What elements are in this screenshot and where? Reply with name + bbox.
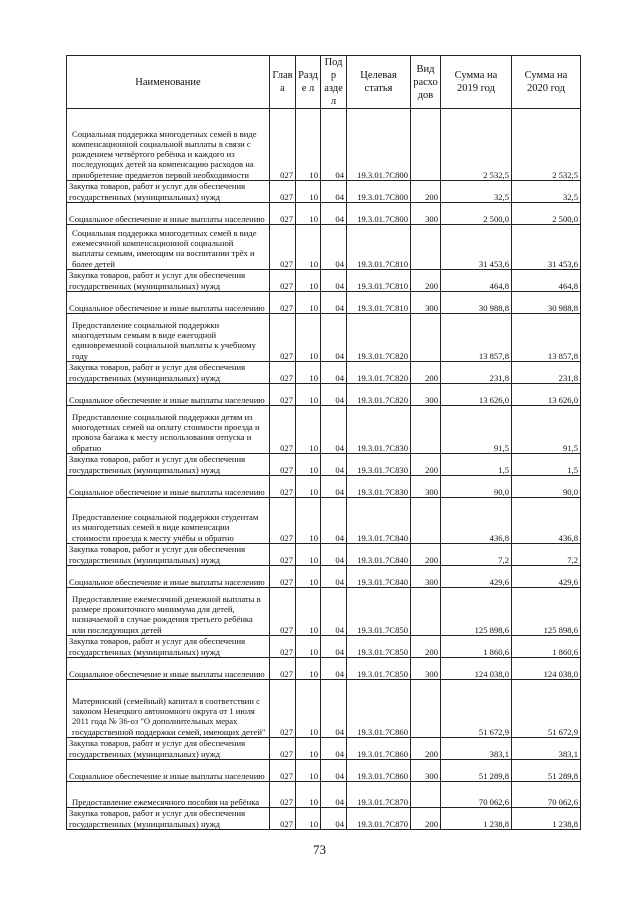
cell-target: 19.3.01.7С840 (347, 498, 411, 544)
cell-sum-2019: 90,0 (441, 476, 512, 498)
cell-sum-2020: 7,2 (512, 544, 581, 566)
table-row (67, 544, 581, 566)
table-header-row (67, 56, 581, 109)
cell-sum-2019: 13 857,8 (441, 314, 512, 362)
cell-sum-2020: 383,1 (512, 738, 581, 760)
cell-sum-2019: 436,8 (441, 498, 512, 544)
cell-sum-2020: 91,5 (512, 406, 581, 454)
cell-glava: 027 (270, 566, 296, 588)
cell-name: Закупка товаров, работ и услуг для обеспечения государственных (муниципальных) нужд (67, 808, 270, 830)
cell-razdel: 10 (296, 181, 321, 203)
cell-glava: 027 (270, 658, 296, 680)
cell-razdel: 10 (296, 782, 321, 808)
cell-vid: 200 (411, 181, 441, 203)
cell-vid: 300 (411, 476, 441, 498)
cell-vid (411, 314, 441, 362)
cell-sum-2020: 2 500,0 (512, 203, 581, 225)
cell-sum-2019: 32,5 (441, 181, 512, 203)
cell-vid: 200 (411, 362, 441, 384)
cell-podrazdel: 04 (321, 476, 347, 498)
cell-vid: 200 (411, 270, 441, 292)
cell-target: 19.3.01.7С850 (347, 636, 411, 658)
table-row (67, 225, 581, 270)
cell-sum-2019: 2 532,5 (441, 109, 512, 181)
cell-sum-2019: 31 453,6 (441, 225, 512, 270)
cell-vid: 200 (411, 808, 441, 830)
cell-sum-2020: 32,5 (512, 181, 581, 203)
cell-podrazdel: 04 (321, 760, 347, 782)
header-glava: Глав а (270, 56, 296, 109)
cell-podrazdel: 04 (321, 498, 347, 544)
table-row (67, 109, 581, 181)
cell-vid (411, 109, 441, 181)
cell-podrazdel: 04 (321, 680, 347, 738)
cell-name: Материнский (семейный) капитал в соответствии с законом Ненецкого автономного округа от 1 июля 2011 года № 36-оз "О дополнительных мерах государственной поддержки семей, имеющих детей" (67, 680, 270, 738)
cell-target: 19.3.01.7С830 (347, 476, 411, 498)
cell-target: 19.3.01.7С850 (347, 658, 411, 680)
cell-vid: 200 (411, 738, 441, 760)
cell-razdel: 10 (296, 544, 321, 566)
cell-target: 19.3.01.7С800 (347, 203, 411, 225)
cell-razdel: 10 (296, 292, 321, 314)
cell-glava: 027 (270, 225, 296, 270)
cell-podrazdel: 04 (321, 225, 347, 270)
cell-glava: 027 (270, 808, 296, 830)
cell-name: Предоставление ежемесячного пособия на ребёнка (67, 782, 270, 808)
cell-razdel: 10 (296, 566, 321, 588)
cell-vid: 300 (411, 658, 441, 680)
cell-target: 19.3.01.7С830 (347, 406, 411, 454)
cell-name: Закупка товаров, работ и услуг для обеспечения государственных (муниципальных) нужд (67, 181, 270, 203)
cell-vid (411, 782, 441, 808)
cell-sum-2020: 70 062,6 (512, 782, 581, 808)
cell-razdel: 10 (296, 225, 321, 270)
table-row (67, 203, 581, 225)
cell-podrazdel: 04 (321, 738, 347, 760)
cell-podrazdel: 04 (321, 292, 347, 314)
header-podrazdel: Подр аздел (321, 56, 347, 109)
cell-target: 19.3.01.7С810 (347, 292, 411, 314)
cell-sum-2019: 51 289,8 (441, 760, 512, 782)
header-target: Целевая статья (347, 56, 411, 109)
cell-razdel: 10 (296, 109, 321, 181)
cell-target: 19.3.01.7С810 (347, 225, 411, 270)
cell-sum-2019: 2 500,0 (441, 203, 512, 225)
cell-glava: 027 (270, 588, 296, 636)
cell-vid: 300 (411, 384, 441, 406)
cell-vid (411, 406, 441, 454)
cell-target: 19.3.01.7С840 (347, 544, 411, 566)
table-row (67, 181, 581, 203)
cell-razdel: 10 (296, 454, 321, 476)
cell-razdel: 10 (296, 760, 321, 782)
cell-target: 19.3.01.7С840 (347, 566, 411, 588)
table-row (67, 760, 581, 782)
cell-glava: 027 (270, 738, 296, 760)
cell-name: Социальная поддержка многодетных семей в виде компенсационной социальной выплаты в связи с рождением четвёртого ребёнка и каждого из последующих детей на компенсацию расходов на приобретение предметов первой необходимости (67, 109, 270, 181)
budget-table (66, 55, 581, 830)
cell-podrazdel: 04 (321, 782, 347, 808)
cell-name: Предоставление социальной поддержки многодетным семьям в виде ежегодной единовременной социальной выплаты к учебному году (67, 314, 270, 362)
table-row (67, 680, 581, 738)
cell-sum-2019: 70 062,6 (441, 782, 512, 808)
cell-sum-2019: 125 898,6 (441, 588, 512, 636)
cell-podrazdel: 04 (321, 588, 347, 636)
header-razdel: Разде л (296, 56, 321, 109)
cell-sum-2020: 13 857,8 (512, 314, 581, 362)
cell-vid: 200 (411, 544, 441, 566)
cell-sum-2020: 2 532,5 (512, 109, 581, 181)
cell-sum-2020: 51 672,9 (512, 680, 581, 738)
cell-glava: 027 (270, 314, 296, 362)
cell-name: Закупка товаров, работ и услуг для обеспечения государственных (муниципальных) нужд (67, 270, 270, 292)
cell-sum-2020: 464,8 (512, 270, 581, 292)
cell-glava: 027 (270, 292, 296, 314)
cell-sum-2020: 429,6 (512, 566, 581, 588)
cell-podrazdel: 04 (321, 636, 347, 658)
cell-sum-2019: 1 238,8 (441, 808, 512, 830)
cell-razdel: 10 (296, 314, 321, 362)
header-name: Наименование (67, 56, 270, 109)
cell-glava: 027 (270, 498, 296, 544)
cell-glava: 027 (270, 109, 296, 181)
cell-glava: 027 (270, 270, 296, 292)
header-vid: Вид расхо дов (411, 56, 441, 109)
cell-vid (411, 498, 441, 544)
cell-vid: 300 (411, 292, 441, 314)
cell-sum-2019: 464,8 (441, 270, 512, 292)
cell-target: 19.3.01.7С870 (347, 808, 411, 830)
cell-target: 19.3.01.7С860 (347, 738, 411, 760)
table-row (67, 738, 581, 760)
cell-name: Социальное обеспечение и иные выплаты населению (67, 760, 270, 782)
cell-glava: 027 (270, 406, 296, 454)
cell-glava: 027 (270, 782, 296, 808)
cell-name: Социальное обеспечение и иные выплаты населению (67, 203, 270, 225)
cell-podrazdel: 04 (321, 203, 347, 225)
table-row (67, 406, 581, 454)
cell-razdel: 10 (296, 636, 321, 658)
cell-glava: 027 (270, 384, 296, 406)
cell-target: 19.3.01.7С820 (347, 362, 411, 384)
cell-sum-2020: 90,0 (512, 476, 581, 498)
table-row (67, 270, 581, 292)
table-body (67, 109, 581, 830)
cell-sum-2019: 1 860,6 (441, 636, 512, 658)
cell-podrazdel: 04 (321, 566, 347, 588)
cell-vid: 300 (411, 760, 441, 782)
cell-vid: 300 (411, 203, 441, 225)
cell-sum-2020: 436,8 (512, 498, 581, 544)
cell-name: Социальное обеспечение и иные выплаты населению (67, 658, 270, 680)
cell-name: Предоставление социальной поддержки детям из многодетных семей на оплату стоимости проезда и провоза багажа к месту использования отпуска и обратно (67, 406, 270, 454)
cell-vid (411, 225, 441, 270)
cell-target: 19.3.01.7С800 (347, 109, 411, 181)
cell-sum-2019: 1,5 (441, 454, 512, 476)
cell-podrazdel: 04 (321, 384, 347, 406)
page-number: 73 (313, 842, 326, 857)
cell-podrazdel: 04 (321, 270, 347, 292)
cell-sum-2019: 91,5 (441, 406, 512, 454)
cell-sum-2019: 383,1 (441, 738, 512, 760)
cell-sum-2020: 1 860,6 (512, 636, 581, 658)
cell-glava: 027 (270, 203, 296, 225)
cell-podrazdel: 04 (321, 406, 347, 454)
cell-target: 19.3.01.7С820 (347, 384, 411, 406)
cell-name: Закупка товаров, работ и услуг для обеспечения государственных (муниципальных) нужд (67, 454, 270, 476)
cell-sum-2019: 30 988,8 (441, 292, 512, 314)
cell-glava: 027 (270, 476, 296, 498)
cell-sum-2020: 30 988,8 (512, 292, 581, 314)
cell-name: Закупка товаров, работ и услуг для обеспечения государственных (муниципальных) нужд (67, 544, 270, 566)
cell-razdel: 10 (296, 498, 321, 544)
cell-sum-2020: 124 038,0 (512, 658, 581, 680)
cell-sum-2020: 51 289,8 (512, 760, 581, 782)
cell-razdel: 10 (296, 384, 321, 406)
cell-sum-2019: 429,6 (441, 566, 512, 588)
cell-podrazdel: 04 (321, 181, 347, 203)
cell-sum-2020: 125 898,6 (512, 588, 581, 636)
cell-target: 19.3.01.7С820 (347, 314, 411, 362)
header-sum-2019: Сумма на 2019 год (441, 56, 512, 109)
cell-sum-2019: 7,2 (441, 544, 512, 566)
table-row (67, 566, 581, 588)
cell-target: 19.3.01.7С850 (347, 588, 411, 636)
cell-podrazdel: 04 (321, 314, 347, 362)
table-row (67, 658, 581, 680)
cell-podrazdel: 04 (321, 808, 347, 830)
cell-podrazdel: 04 (321, 454, 347, 476)
cell-target: 19.3.01.7С860 (347, 760, 411, 782)
table-row (67, 362, 581, 384)
cell-razdel: 10 (296, 476, 321, 498)
table-row (67, 782, 581, 808)
table-row (67, 636, 581, 658)
cell-razdel: 10 (296, 588, 321, 636)
cell-name: Социальное обеспечение и иные выплаты населению (67, 566, 270, 588)
cell-glava: 027 (270, 636, 296, 658)
cell-razdel: 10 (296, 203, 321, 225)
cell-glava: 027 (270, 362, 296, 384)
cell-razdel: 10 (296, 658, 321, 680)
cell-razdel: 10 (296, 362, 321, 384)
cell-name: Закупка товаров, работ и услуг для обеспечения государственных (муниципальных) нужд (67, 738, 270, 760)
cell-name: Закупка товаров, работ и услуг для обеспечения государственных (муниципальных) нужд (67, 362, 270, 384)
table-row (67, 314, 581, 362)
cell-target: 19.3.01.7С860 (347, 680, 411, 738)
cell-vid (411, 588, 441, 636)
cell-glava: 027 (270, 760, 296, 782)
cell-name: Социальное обеспечение и иные выплаты населению (67, 384, 270, 406)
cell-sum-2020: 13 626,0 (512, 384, 581, 406)
cell-name: Предоставление ежемесячной денежной выплаты в размере прожиточного минимума для детей, назначаемой в случае рождения третьего ребёнка или последующих детей (67, 588, 270, 636)
cell-sum-2019: 231,8 (441, 362, 512, 384)
cell-vid (411, 680, 441, 738)
cell-glava: 027 (270, 544, 296, 566)
cell-podrazdel: 04 (321, 658, 347, 680)
cell-podrazdel: 04 (321, 362, 347, 384)
cell-name: Предоставление социальной поддержки студентам из многодетных семей в виде компенсации стоимости проезда к месту учёбы и обратно (67, 498, 270, 544)
cell-razdel: 10 (296, 406, 321, 454)
cell-target: 19.3.01.7С810 (347, 270, 411, 292)
table-row (67, 588, 581, 636)
cell-vid: 300 (411, 566, 441, 588)
cell-sum-2019: 51 672,9 (441, 680, 512, 738)
cell-razdel: 10 (296, 808, 321, 830)
cell-sum-2020: 231,8 (512, 362, 581, 384)
cell-podrazdel: 04 (321, 544, 347, 566)
cell-target: 19.3.01.7С870 (347, 782, 411, 808)
cell-name: Закупка товаров, работ и услуг для обеспечения государственных (муниципальных) нужд (67, 636, 270, 658)
cell-target: 19.3.01.7С830 (347, 454, 411, 476)
cell-name: Социальное обеспечение и иные выплаты населению (67, 476, 270, 498)
table-row (67, 384, 581, 406)
cell-vid: 200 (411, 454, 441, 476)
cell-razdel: 10 (296, 270, 321, 292)
cell-glava: 027 (270, 454, 296, 476)
cell-podrazdel: 04 (321, 109, 347, 181)
cell-glava: 027 (270, 680, 296, 738)
cell-razdel: 10 (296, 738, 321, 760)
cell-sum-2020: 31 453,6 (512, 225, 581, 270)
table-row (67, 476, 581, 498)
cell-target: 19.3.01.7С800 (347, 181, 411, 203)
cell-name: Социальное обеспечение и иные выплаты населению (67, 292, 270, 314)
cell-name: Социальная поддержка многодетных семей в виде ежемесячной компенсационной социальной выплаты семьям, имеющим на воспитании трёх и более детей (67, 225, 270, 270)
cell-razdel: 10 (296, 680, 321, 738)
table-row (67, 808, 581, 830)
cell-sum-2020: 1,5 (512, 454, 581, 476)
table-row (67, 292, 581, 314)
cell-sum-2019: 13 626,0 (441, 384, 512, 406)
cell-glava: 027 (270, 181, 296, 203)
table-row (67, 454, 581, 476)
cell-sum-2020: 1 238,8 (512, 808, 581, 830)
header-sum-2020: Сумма на 2020 год (512, 56, 581, 109)
cell-vid: 200 (411, 636, 441, 658)
table-row (67, 498, 581, 544)
cell-sum-2019: 124 038,0 (441, 658, 512, 680)
